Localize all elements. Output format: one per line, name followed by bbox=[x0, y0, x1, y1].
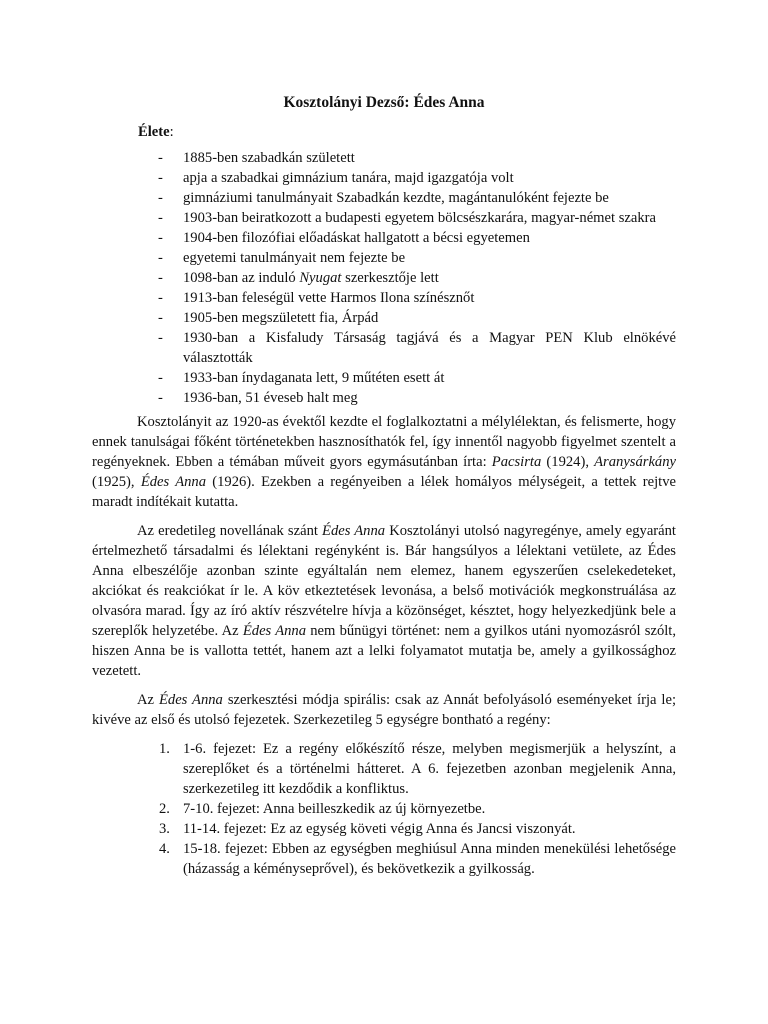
dash-bullet: - bbox=[158, 210, 163, 226]
text-run: nem bűnügyi történet: nem a gyilkos utáni nyomozásról szólt, hiszen Anna be is vallotta tettét, hanem azt a lelki folyamatot mutatja be, amely a gyilkossághoz vezetett. bbox=[92, 623, 677, 679]
list-item-text: 1913-ban feleségül vette Harmos Ilona színésznőt bbox=[183, 290, 475, 306]
paragraph-structure-intro bbox=[92, 690, 676, 730]
document-title: Kosztolányi Dezső: Édes Anna bbox=[283, 94, 485, 111]
text-run: Az bbox=[137, 692, 159, 708]
list-item bbox=[92, 268, 676, 288]
list-item bbox=[92, 148, 676, 168]
work-title: Pacsirta bbox=[491, 454, 542, 470]
dash-bullet: - bbox=[158, 250, 163, 266]
text-run: Kosztolányi utolsó nagyregénye, amely egyaránt értelmezhető társadalmi és lélektani regényként is. Bár hangsúlyos a lélektani vetülete, az Édes Anna elbeszélője azonban szinte egyáltalán nem elemez, hanem egyszerűen cselekedeteket, akciókat és reakciókat ír le. A köv etkeztetések levonása, a belső motivációk megkonstruálása az olvasóra marad. Így az író aktív részvételre hívja a közönséget, késztet, hogy helyezkedjünk bele a szereplők helyzetébe. Az bbox=[92, 523, 676, 639]
text-run: (1924), bbox=[541, 454, 595, 470]
document-page bbox=[92, 92, 676, 879]
life-heading-colon: : bbox=[169, 124, 174, 140]
journal-title: Nyugat bbox=[299, 270, 342, 286]
list-item-text: 1904-ben filozófiai előadáskat hallgatott a bécsi egyetemen bbox=[183, 230, 530, 246]
list-item bbox=[92, 208, 676, 228]
text-run: (1926). Ezekben a regényeiben a lélek homályos mélységeit, a tettek rejtve maradt indítékait kutatta. bbox=[92, 474, 676, 510]
work-title: Édes Anna bbox=[242, 623, 306, 639]
list-item bbox=[92, 228, 676, 248]
text-run: (1925), bbox=[92, 474, 141, 490]
list-item bbox=[92, 739, 676, 799]
text-run: szerkesztője lett bbox=[341, 270, 439, 286]
list-item-text: 7-10. fejezet: Anna beilleszkedik az új környezetbe. bbox=[183, 801, 486, 817]
life-heading-label: Élete bbox=[138, 124, 170, 140]
life-section-heading bbox=[92, 122, 676, 142]
dash-bullet: - bbox=[158, 370, 163, 386]
dash-bullet: - bbox=[158, 230, 163, 246]
list-item-text: 1885-ben szabadkán született bbox=[183, 150, 355, 166]
list-item bbox=[92, 328, 676, 368]
list-item bbox=[92, 188, 676, 208]
dash-bullet: - bbox=[158, 170, 163, 186]
dash-bullet: - bbox=[158, 270, 163, 286]
life-list bbox=[92, 148, 676, 408]
list-item-text: 1930-ban a Kisfaludy Társaság tagjává és a Magyar PEN Klub elnökévé választották bbox=[183, 330, 676, 366]
list-item bbox=[92, 368, 676, 388]
list-item bbox=[92, 819, 676, 839]
list-item-text: 15-18. fejezet: Ebben az egységben meghiúsul Anna minden menekülési lehetősége (házasság a kéményseprővel), és bekövetkezik a gyilkosság. bbox=[183, 841, 676, 877]
list-number: 1. bbox=[159, 741, 170, 757]
list-item-text: gimnáziumi tanulmányait Szabadkán kezdte, magántanulóként fejezte be bbox=[183, 190, 609, 206]
text-run: Az eredetileg novellának szánt bbox=[137, 523, 323, 539]
list-number: 4. bbox=[159, 841, 170, 857]
work-title: Édes Anna bbox=[322, 523, 386, 539]
list-item bbox=[92, 308, 676, 328]
text-run: 1098-ban az induló bbox=[183, 270, 300, 286]
work-title: Aranysárkány bbox=[594, 454, 676, 470]
list-item-text: 1933-ban ínydaganata lett, 9 műtéten esett át bbox=[183, 370, 445, 386]
list-item bbox=[92, 799, 676, 819]
paragraph-novel-analysis bbox=[92, 521, 676, 681]
dash-bullet: - bbox=[158, 150, 163, 166]
list-item bbox=[92, 288, 676, 308]
list-item-text bbox=[183, 270, 439, 286]
dash-bullet: - bbox=[158, 190, 163, 206]
list-item bbox=[92, 388, 676, 408]
dash-bullet: - bbox=[158, 330, 163, 346]
list-item-text: 11-14. fejezet: Ez az egység követi végig Anna és Jancsi viszonyát. bbox=[183, 821, 576, 837]
work-title: Édes Anna bbox=[140, 474, 206, 490]
list-number: 3. bbox=[159, 821, 170, 837]
list-item bbox=[92, 248, 676, 268]
list-item bbox=[92, 168, 676, 188]
list-item-text: 1936-ban, 51 éveseb halt meg bbox=[183, 390, 358, 406]
list-item-text: 1905-ben megszületett fia, Árpád bbox=[183, 310, 379, 326]
text-run: Kosztolányit az 1920-as évektől kezdte el foglalkoztatni a mélylélektan, és felismerte, hogy ennek tanulságai főként történetekben hasznosíthatók fel, így innentől nagyobb figyelmet szentelt a regényeknek. Ebben a témában műveit gyors egymásutánban írta: bbox=[92, 414, 676, 470]
text-run: szerkesztési módja spirális: csak az Annát befolyásoló eseményeket írja le; kivéve az első és utolsó fejezetek. Szerkezetileg 5 egységre bontható a regény: bbox=[92, 692, 677, 728]
list-item-text: egyetemi tanulmányait nem fejezte be bbox=[183, 250, 406, 266]
paragraph-psychology bbox=[92, 412, 676, 512]
dash-bullet: - bbox=[158, 390, 163, 406]
list-item-text: apja a szabadkai gimnázium tanára, majd igazgatója volt bbox=[183, 170, 514, 186]
list-item-text: 1903-ban beiratkozott a budapesti egyetem bölcsészkarára, magyar-német szakra bbox=[183, 210, 656, 226]
list-item bbox=[92, 839, 676, 879]
structure-list bbox=[92, 739, 676, 879]
list-number: 2. bbox=[159, 801, 170, 817]
dash-bullet: - bbox=[158, 290, 163, 306]
list-item-text: 1-6. fejezet: Ez a regény előkészítő része, melyben megismerjük a helyszínt, a szereplőket és a történelmi hátteret. A 6. fejezetben azonban megjelenik Anna, szerkezetileg itt kezdődik a konfliktus. bbox=[183, 741, 676, 797]
work-title: Édes Anna bbox=[158, 692, 223, 708]
dash-bullet: - bbox=[158, 310, 163, 326]
